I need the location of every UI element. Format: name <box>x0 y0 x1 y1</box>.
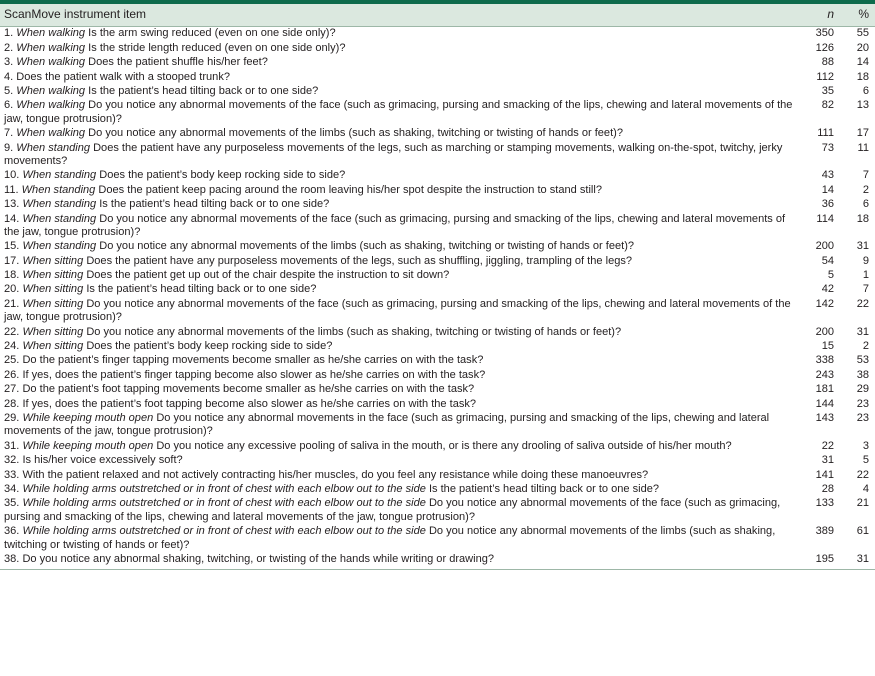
percent-cell: 18 <box>856 212 869 225</box>
table-row <box>0 368 875 382</box>
percent-cell: 23 <box>856 397 869 410</box>
item-question: Do the patient’s foot tapping movements become smaller as he/she carries on with the task? <box>22 383 475 396</box>
item-number: 13. <box>4 198 20 211</box>
item-question: Do you notice any abnormal movements in the face (such as grimacing, pursing and smacking of the lips, chewing and lateral movements of the jaw, tongue protrusion)? <box>4 412 770 438</box>
item-number: 3. <box>4 56 14 69</box>
item-context: When walking <box>16 27 86 40</box>
count-cell: 111 <box>817 127 834 140</box>
item-context: When walking <box>16 84 86 97</box>
count-cell: 142 <box>815 297 834 310</box>
table-row <box>0 70 875 84</box>
item-question: Does the patient have any purposeless movements of the legs, such as marching or stamping movements, walking on-the-spot, twitchy, jerky movements? <box>4 141 783 167</box>
percent-cell: 4 <box>862 482 869 495</box>
percent-cell: 2 <box>862 340 869 353</box>
table-row <box>0 283 875 297</box>
count-cell: 144 <box>815 397 834 410</box>
item-question: Do you notice any abnormal movements of the face (such as grimacing, pursing and smacking of the lips, chewing and lateral movements of the jaw, tongue protrusion)? <box>4 297 791 324</box>
item-number: 4. <box>4 70 14 83</box>
item-context: When walking <box>16 99 86 112</box>
table-row <box>0 269 875 283</box>
percent-cell: 31 <box>856 325 869 338</box>
item-cell <box>0 553 805 570</box>
item-cell <box>0 483 805 497</box>
table-row <box>0 169 875 183</box>
item-context: While holding arms outstretched or in front of chest with each elbow out to the side <box>22 482 426 495</box>
item-context: When sitting <box>22 283 84 296</box>
count-cell: 31 <box>821 454 834 467</box>
scanmove-items-table <box>0 4 875 570</box>
item-number: 27. <box>4 383 20 396</box>
item-context: While keeping mouth open <box>22 412 154 424</box>
percent-cell: 20 <box>856 41 869 54</box>
percent-cell: 29 <box>856 383 869 396</box>
percent-cell: 14 <box>856 56 869 69</box>
item-context: When standing <box>21 183 96 196</box>
item-cell <box>0 397 805 411</box>
item-question: Is his/her voice excessively soft? <box>22 454 183 467</box>
item-context: When standing <box>22 212 97 225</box>
item-number: 15. <box>4 240 20 253</box>
item-cell <box>0 254 805 268</box>
item-cell <box>0 269 805 283</box>
item-number: 38. <box>4 552 20 565</box>
item-question: Does the patient keep pacing around the room leaving his/her spot despite the instruction to stand still? <box>98 183 602 196</box>
item-context: When sitting <box>22 297 84 310</box>
table-row <box>0 553 875 570</box>
item-cell <box>0 454 805 468</box>
item-question: Do you notice any abnormal movements of the face (such as grimacing, pursing and smacking of the lips, chewing and lateral movements of the jaw, tongue protrusion)? <box>4 497 781 523</box>
table-row <box>0 85 875 99</box>
percent-cell: 61 <box>856 525 869 538</box>
item-cell <box>0 368 805 382</box>
item-context: When walking <box>16 56 86 69</box>
item-question: With the patient relaxed and not actively contracting his/her muscles, do you feel any resistance while doing these manoeuvres? <box>22 468 649 481</box>
percent-cell: 23 <box>856 412 869 424</box>
count-cell: 114 <box>816 212 834 225</box>
table-row <box>0 56 875 70</box>
item-number: 9. <box>4 141 14 154</box>
item-question: Does the patient’s body keep rocking side to side? <box>99 169 346 182</box>
item-question: Is the stride length reduced (even on one side only)? <box>88 41 346 54</box>
item-question: Does the patient get up out of the chair despite the instruction to sit down? <box>86 269 450 282</box>
item-question: Does the patient shuffle his/her feet? <box>88 56 268 69</box>
item-number: 36. <box>4 525 20 538</box>
count-cell: 15 <box>821 340 834 353</box>
item-number: 7. <box>4 127 14 140</box>
percent-cell: 9 <box>862 254 869 267</box>
item-question: If yes, does the patient’s finger tapping become also slower as he/she carries on with the task? <box>22 368 486 381</box>
percent-cell: 2 <box>862 183 869 196</box>
item-number: 21. <box>4 297 20 310</box>
item-context: When standing <box>22 198 97 211</box>
item-context: When walking <box>16 41 86 54</box>
count-cell: 389 <box>815 525 834 538</box>
table-row <box>0 141 875 169</box>
count-cell: 14 <box>821 183 834 196</box>
percent-cell: 38 <box>856 368 869 381</box>
item-cell <box>0 85 805 99</box>
item-cell <box>0 439 805 453</box>
percent-cell: 31 <box>844 553 875 570</box>
item-cell <box>0 27 805 42</box>
percent-cell: 31 <box>856 240 869 253</box>
item-number: 18. <box>4 269 20 282</box>
count-cell: 88 <box>821 56 834 69</box>
item-question: Do the patient’s finger tapping movements become smaller as he/she carries on with the task? <box>22 354 484 367</box>
count-cell: 73 <box>821 141 834 154</box>
item-cell <box>0 212 805 240</box>
percent-cell: 1 <box>862 269 869 282</box>
count-cell: 43 <box>821 169 834 182</box>
header-n: n <box>805 4 844 27</box>
table-row <box>0 127 875 141</box>
item-context: When standing <box>22 240 97 253</box>
count-cell: 350 <box>815 27 834 40</box>
item-cell <box>0 297 805 325</box>
item-number: 25. <box>4 354 20 367</box>
item-context: When standing <box>16 141 90 154</box>
item-question: Do you notice any abnormal movements of the face (such as grimacing, pursing and smacking of the lips, chewing and lateral movements of the jaw, tongue protrusion)? <box>4 212 786 238</box>
table-row <box>0 454 875 468</box>
item-cell <box>0 283 805 297</box>
count-cell: 54 <box>821 254 834 267</box>
item-context: When standing <box>22 169 97 182</box>
count-cell: 243 <box>815 368 834 381</box>
item-number: 33. <box>4 468 20 481</box>
count-cell: 338 <box>815 354 834 367</box>
table-row <box>0 41 875 55</box>
item-context: While keeping mouth open <box>22 439 154 452</box>
percent-cell: 22 <box>856 468 869 481</box>
table-row <box>0 483 875 497</box>
item-question: If yes, does the patient’s foot tapping become also slower as he/she carries on with the task? <box>22 397 477 410</box>
count-cell: 181 <box>815 383 834 396</box>
percent-cell: 13 <box>856 99 869 112</box>
item-number: 1. <box>4 27 14 40</box>
table-header <box>0 4 875 27</box>
header-item: ScanMove instrument item <box>0 4 805 27</box>
item-cell <box>0 183 805 197</box>
item-number: 22. <box>4 325 20 338</box>
table-row <box>0 439 875 453</box>
item-cell <box>0 383 805 397</box>
item-question: Do you notice any abnormal movements of the limbs (such as shaking, twitching or twisting of hands or feet)? <box>4 525 776 551</box>
item-question: Does the patient’s body keep rocking side to side? <box>86 340 333 353</box>
percent-cell: 6 <box>862 198 869 211</box>
item-question: Do you notice any excessive pooling of saliva in the mouth, or is there any drooling of saliva outside of his/her mouth? <box>156 439 732 452</box>
count-cell: 22 <box>821 439 834 452</box>
item-number: 35. <box>4 497 20 510</box>
item-cell <box>0 497 805 525</box>
item-question: Is the arm swing reduced (even on one side only)? <box>88 27 336 40</box>
item-number: 34. <box>4 482 20 495</box>
header-percent: % <box>844 4 875 27</box>
header-row <box>0 4 875 27</box>
percent-cell: 3 <box>862 439 869 452</box>
item-context: When sitting <box>22 340 84 353</box>
table-row <box>0 212 875 240</box>
table-row <box>0 99 875 127</box>
item-question: Does the patient have any purposeless movements of the legs, such as shuffling, jiggling, trampling of the legs? <box>86 254 633 267</box>
item-number: 32. <box>4 454 20 467</box>
count-cell: 195 <box>805 553 844 570</box>
item-cell <box>0 325 805 339</box>
count-cell: 133 <box>815 497 834 510</box>
table-row <box>0 412 875 440</box>
table-row <box>0 397 875 411</box>
item-question: Do you notice any abnormal movements of the limbs (such as shaking, twitching or twisting of hands or feet)? <box>86 325 622 338</box>
item-question: Do you notice any abnormal shaking, twitching, or twisting of the hands while writing or drawing? <box>22 552 495 565</box>
item-number: 5. <box>4 84 14 97</box>
item-context: When sitting <box>22 254 84 267</box>
percent-cell: 6 <box>862 84 869 97</box>
item-number: 24. <box>4 340 20 353</box>
percent-cell: 17 <box>856 127 869 140</box>
percent-cell: 21 <box>856 497 869 510</box>
item-cell <box>0 240 805 254</box>
count-cell: 82 <box>821 99 834 112</box>
item-cell <box>0 340 805 354</box>
item-cell <box>0 127 805 141</box>
percent-cell: 55 <box>856 27 869 40</box>
count-cell: 35 <box>821 84 834 97</box>
table-row <box>0 254 875 268</box>
percent-cell: 7 <box>862 169 869 182</box>
table-row <box>0 497 875 525</box>
item-cell <box>0 41 805 55</box>
item-cell <box>0 141 805 169</box>
count-cell: 28 <box>821 482 834 495</box>
item-cell <box>0 198 805 212</box>
item-cell <box>0 169 805 183</box>
count-cell: 42 <box>821 283 834 296</box>
item-number: 26. <box>4 368 20 381</box>
table-row <box>0 354 875 368</box>
item-number: 20. <box>4 283 20 296</box>
count-cell: 126 <box>815 41 834 54</box>
item-cell <box>0 56 805 70</box>
table-body <box>0 27 875 570</box>
item-number: 31. <box>4 439 20 452</box>
percent-cell: 53 <box>856 354 869 367</box>
item-cell <box>0 412 805 440</box>
item-context: When walking <box>16 127 86 140</box>
table-row <box>0 468 875 482</box>
count-cell: 200 <box>815 325 834 338</box>
item-question: Is the patient’s head tilting back or to one side? <box>88 84 319 97</box>
item-question: Is the patient’s head tilting back or to one side? <box>86 283 317 296</box>
item-context: While holding arms outstretched or in front of chest with each elbow out to the side <box>22 525 426 538</box>
table-row <box>0 27 875 42</box>
percent-cell: 18 <box>856 70 869 83</box>
item-number: 11. <box>4 183 19 196</box>
table-row <box>0 383 875 397</box>
table-row <box>0 340 875 354</box>
item-question: Do you notice any abnormal movements of the limbs (such as shaking, twitching or twisting of hands or feet)? <box>99 240 635 253</box>
item-question: Does the patient walk with a stooped trunk? <box>16 70 230 83</box>
item-context: While holding arms outstretched or in front of chest with each elbow out to the side <box>22 497 426 510</box>
count-cell: 36 <box>821 198 834 211</box>
item-question: Do you notice any abnormal movements of the limbs (such as shaking, twitching or twisting of hands or feet)? <box>88 127 623 140</box>
item-cell <box>0 70 805 84</box>
count-cell: 200 <box>815 240 834 253</box>
item-cell <box>0 99 805 127</box>
item-number: 6. <box>4 99 14 112</box>
percent-cell: 22 <box>856 297 869 310</box>
item-cell <box>0 468 805 482</box>
item-cell <box>0 354 805 368</box>
item-number: 28. <box>4 397 20 410</box>
count-cell: 143 <box>815 412 834 424</box>
item-number: 14. <box>4 212 20 225</box>
item-context: When sitting <box>22 325 84 338</box>
count-cell: 141 <box>815 468 834 481</box>
count-cell: 112 <box>816 70 834 83</box>
percent-cell: 11 <box>857 141 869 154</box>
item-number: 29. <box>4 412 20 424</box>
item-question: Do you notice any abnormal movements of the face (such as grimacing, pursing and smacking of the lips, chewing and lateral movements of the jaw, tongue protrusion)? <box>4 99 793 125</box>
table-row <box>0 240 875 254</box>
table-row <box>0 325 875 339</box>
percent-cell: 5 <box>862 454 869 467</box>
count-cell: 5 <box>827 269 834 282</box>
table-row <box>0 297 875 325</box>
percent-cell: 7 <box>862 283 869 296</box>
item-number: 2. <box>4 41 14 54</box>
item-context: When sitting <box>22 269 84 282</box>
table-row <box>0 198 875 212</box>
item-number: 10. <box>4 169 20 182</box>
item-number: 17. <box>4 254 20 267</box>
item-cell <box>0 525 805 553</box>
table-row <box>0 525 875 553</box>
item-question: Is the patient’s head tilting back or to one side? <box>428 482 660 495</box>
item-question: Is the patient’s head tilting back or to one side? <box>99 198 330 211</box>
table-row <box>0 183 875 197</box>
